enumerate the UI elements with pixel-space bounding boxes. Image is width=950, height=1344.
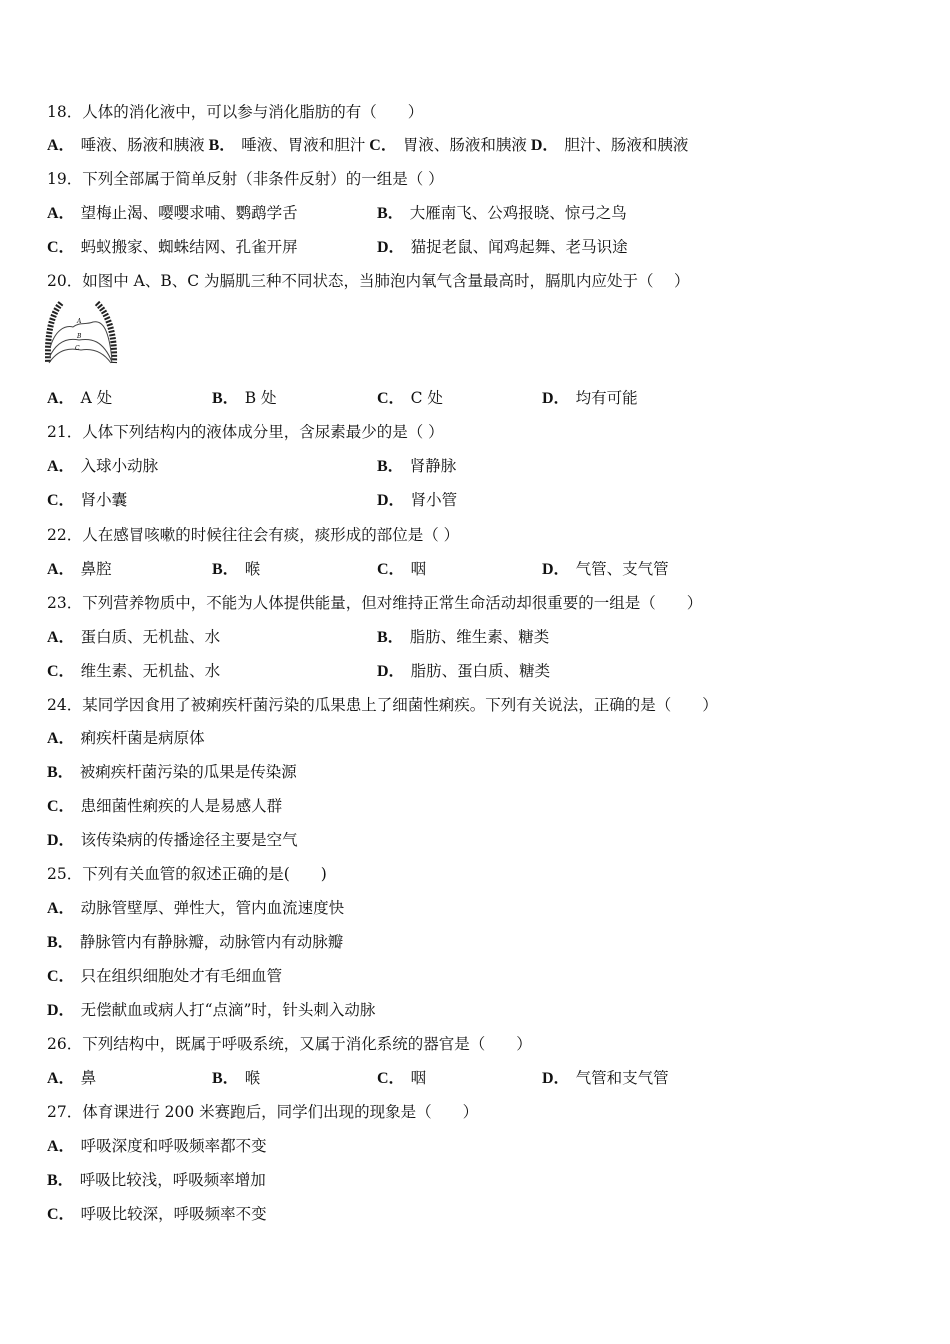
option-text: 该传染病的传播途径主要是空气	[80, 831, 298, 849]
figure-label-a: A	[77, 318, 82, 325]
question-stem: 23．下列营养物质中，不能为人体提供能量，但对维持正常生命活动却很重要的一组是（ ）	[47, 594, 703, 612]
answer-option[interactable]	[542, 388, 638, 409]
option-letter: C．	[47, 968, 75, 985]
option-text: 痢疾杆菌是病原体	[80, 729, 205, 747]
option-text: 患细菌性痢疾的人是易感人群	[80, 797, 283, 815]
answer-option[interactable]	[47, 559, 112, 580]
question-stem: 19．下列全部属于简单反射（非条件反射）的一组是（ ）	[47, 170, 444, 188]
option-letter: C．	[47, 492, 75, 509]
option-letter: A．	[47, 900, 75, 917]
option-text: 猫捉老鼠、闻鸡起舞、老马识途	[410, 238, 628, 256]
option-letter: A．	[47, 205, 75, 222]
option-text: A 处	[80, 389, 113, 407]
option-letter: D．	[47, 832, 75, 849]
answer-option[interactable]	[47, 1170, 266, 1191]
question-stem: 24．某同学因食用了被痢疾杆菌污染的瓜果患上了细菌性痢疾。下列有关说法，正确的是（ ）	[47, 696, 718, 714]
answer-option[interactable]	[47, 237, 298, 258]
option-text: 咽	[410, 1069, 427, 1087]
option-letter: C．	[47, 1206, 75, 1223]
answer-option[interactable]	[212, 388, 277, 409]
answer-option[interactable]	[47, 762, 297, 783]
option-text: 脂肪、维生素、糖类	[409, 628, 550, 646]
option-letter: C．	[377, 390, 405, 407]
answer-option[interactable]	[47, 898, 344, 919]
option-text: 肾小管	[410, 491, 458, 509]
answer-option[interactable]	[47, 728, 205, 749]
option-letter: A．	[47, 390, 75, 407]
figure-label-c: C	[75, 345, 80, 352]
option-text: 呼吸比较深，呼吸频率不变	[80, 1205, 267, 1223]
option-letter: A．	[47, 137, 75, 154]
option-letter: D．	[542, 561, 570, 578]
answer-option[interactable]	[209, 136, 366, 154]
answer-option[interactable]	[47, 1136, 267, 1157]
option-letter: D．	[377, 492, 405, 509]
option-letter: D．	[377, 663, 405, 680]
option-letter: C．	[47, 239, 75, 256]
answer-option[interactable]	[47, 203, 298, 224]
option-text: 蛋白质、无机盐、水	[80, 628, 221, 646]
answer-option[interactable]	[212, 559, 260, 580]
option-text: 胆汁、肠液和胰液	[564, 136, 689, 154]
diaphragm-figure	[45, 300, 125, 366]
answer-option[interactable]	[47, 1068, 96, 1089]
option-text: 喉	[244, 1069, 261, 1087]
option-text: 蚂蚁搬家、蜘蛛结网、孔雀开屏	[80, 238, 298, 256]
option-text: 气管和支气管	[575, 1069, 669, 1087]
option-text: 鼻	[80, 1069, 97, 1087]
option-letter: B．	[212, 1070, 239, 1087]
question-stem: 26．下列结构中，既属于呼吸系统，又属于消化系统的器官是（ ）	[47, 1035, 532, 1053]
question-stem: 27．体育课进行 200 米赛跑后，同学们出现的现象是（ ）	[47, 1103, 479, 1121]
option-text: 望梅止渴、嘤嘤求哺、鹦鹉学舌	[80, 204, 298, 222]
option-text: 呼吸深度和呼吸频率都不变	[80, 1137, 267, 1155]
option-text: 唾液、胃液和胆汁	[241, 136, 366, 154]
answer-option[interactable]	[47, 490, 127, 511]
option-letter: B．	[377, 629, 404, 646]
option-text: 被痢疾杆菌污染的瓜果是传染源	[79, 763, 297, 781]
answer-option[interactable]	[47, 456, 158, 477]
option-letter: B．	[212, 390, 239, 407]
answer-option[interactable]	[47, 661, 220, 682]
option-text: 呼吸比较浅，呼吸频率增加	[79, 1171, 266, 1189]
option-letter: D．	[47, 1002, 75, 1019]
question-stem: 20．如图中 A、B、C 为膈肌三种不同状态，当肺泡内氧气含量最高时，膈肌内应处于（ ）	[47, 272, 690, 290]
option-letter: C．	[47, 798, 75, 815]
answer-option[interactable]	[47, 627, 220, 648]
answer-option[interactable]	[377, 456, 456, 477]
option-letter: B．	[47, 764, 74, 781]
option-text: 静脉管内有静脉瓣，动脉管内有动脉瓣	[79, 933, 344, 951]
figure-label-b: B	[77, 333, 82, 340]
option-text: 动脉管壁厚、弹性大，管内血流速度快	[80, 899, 345, 917]
answer-option[interactable]	[542, 559, 669, 580]
option-letter: D．	[377, 239, 405, 256]
option-letter: A．	[47, 1138, 75, 1155]
option-text: 喉	[244, 560, 261, 578]
answer-option[interactable]	[377, 1068, 426, 1089]
option-letter: C．	[369, 137, 397, 154]
answer-option[interactable]	[47, 1000, 375, 1021]
answer-option[interactable]	[377, 203, 627, 224]
option-text: 气管、支气管	[575, 560, 669, 578]
answer-option[interactable]	[377, 661, 550, 682]
option-letter: B．	[377, 205, 404, 222]
answer-option[interactable]	[377, 388, 443, 409]
option-letter: A．	[47, 458, 75, 475]
option-text: 入球小动脉	[80, 457, 159, 475]
option-text: C 处	[410, 389, 443, 407]
option-text: 鼻腔	[80, 560, 112, 578]
option-letter: A．	[47, 629, 75, 646]
option-text: 脂肪、蛋白质、糖类	[410, 662, 551, 680]
option-letter: B．	[212, 561, 239, 578]
question-stem: 22．人在感冒咳嗽的时候往往会有痰，痰形成的部位是（ ）	[47, 526, 460, 544]
option-letter: B．	[377, 458, 404, 475]
option-letter: D．	[542, 1070, 570, 1087]
option-letter: B．	[208, 137, 236, 154]
option-text: 只在组织细胞处才有毛细血管	[80, 967, 283, 985]
option-letter: B．	[47, 934, 74, 951]
answer-option[interactable]	[531, 136, 689, 154]
answer-option[interactable]	[47, 796, 282, 817]
option-text: 无偿献血或病人打“点滴”时，针头刺入动脉	[80, 1001, 376, 1019]
option-letter: A．	[47, 730, 75, 747]
answer-option[interactable]	[369, 136, 527, 154]
answer-option[interactable]	[377, 627, 549, 648]
answer-option[interactable]	[377, 559, 426, 580]
option-letter: A．	[47, 561, 75, 578]
option-text: 肾小囊	[80, 491, 128, 509]
answer-option[interactable]	[377, 490, 457, 511]
answer-option[interactable]	[47, 830, 298, 851]
answer-option[interactable]	[47, 388, 112, 409]
option-letter: C．	[47, 663, 75, 680]
answer-option[interactable]	[47, 932, 343, 953]
question-stem: 18．人体的消化液中，可以参与消化脂肪的有（ ）	[47, 103, 424, 121]
option-text: B 处	[244, 389, 277, 407]
answer-option[interactable]	[47, 136, 205, 154]
answer-option[interactable]	[542, 1068, 669, 1089]
option-letter: D．	[530, 137, 559, 154]
option-letter: D．	[542, 390, 570, 407]
options-row	[47, 135, 688, 156]
option-text: 大雁南飞、公鸡报晓、惊弓之鸟	[409, 204, 627, 222]
option-text: 维生素、无机盐、水	[80, 662, 221, 680]
option-letter: C．	[377, 561, 405, 578]
answer-option[interactable]	[212, 1068, 260, 1089]
answer-option[interactable]	[47, 1204, 267, 1225]
option-text: 咽	[410, 560, 427, 578]
question-stem: 21．人体下列结构内的液体成分里，含尿素最少的是（ ）	[47, 423, 444, 441]
answer-option[interactable]	[377, 237, 628, 258]
option-letter: C．	[377, 1070, 405, 1087]
question-stem: 25．下列有关血管的叙述正确的是( )	[47, 865, 327, 883]
option-text: 胃液、肠液和胰液	[402, 136, 527, 154]
option-letter: B．	[47, 1172, 74, 1189]
answer-option[interactable]	[47, 966, 282, 987]
option-text: 唾液、肠液和胰液	[80, 136, 205, 154]
option-letter: A．	[47, 1070, 75, 1087]
option-text: 均有可能	[575, 389, 638, 407]
option-text: 肾静脉	[409, 457, 457, 475]
